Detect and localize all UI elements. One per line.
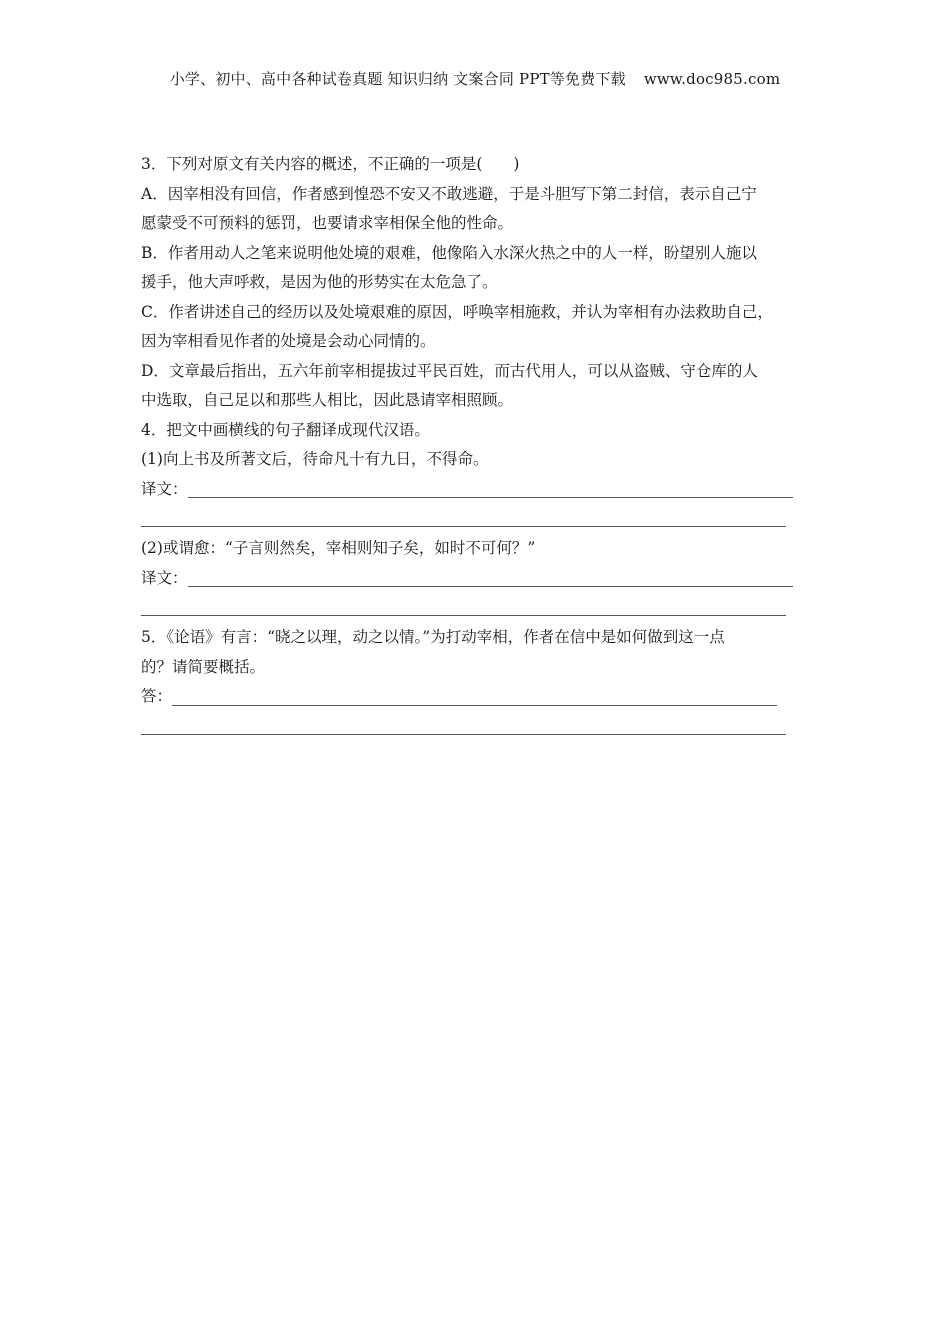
translate-label: 译文： [141,479,188,498]
answer-blank[interactable] [188,568,793,587]
q3-option-a-line1: A．因宰相没有回信，作者感到惶恐不安又不敢逃避，于是斗胆写下第二封信，表示自己宁 [141,184,757,203]
q4-2-answer-line[interactable] [141,564,821,594]
answer-blank[interactable] [141,504,786,527]
q3-option-d-line1: D．文章最后指出，五六年前宰相提拔过平民百姓，而古代用人，可以从盗贼、守仓库的人 [141,361,758,380]
q3-option-b-line2: 援手，他大声呼救，是因为他的形势实在太危急了。 [141,273,498,291]
translate-label: 译文： [141,568,188,587]
answer-blank[interactable] [188,479,793,498]
answer-blank[interactable] [141,712,786,735]
answer-blank[interactable] [141,593,786,616]
q3-option-c-line2: 因为宰相看见作者的处境是会动心同情的。 [141,332,436,350]
header-site: www.doc985.com [643,70,781,88]
q3-option-c-line1: C．作者讲述自己的经历以及处境艰难的原因，呼唤宰相施救，并认为宰相有办法救助自己， [141,302,773,321]
question-content [141,150,821,742]
answer-blank[interactable] [172,687,777,706]
q5-line-1: 5．《论语》有言：“晓之以理，动之以情。”为打动宰相，作者在信中是如何做到这一点 [141,628,725,646]
q4-stem: 4．把文中画横线的句子翻译成现代汉语。 [141,420,430,439]
answer-label: 答： [141,687,173,705]
header-text: 小学、初中、高中各种试卷真题 知识归纳 文案合同 PPT等免费下载 [169,70,626,88]
q3-option-b-line1: B．作者用动人之笔来说明他处境的艰难，他像陷入水深火热之中的人一样，盼望别人施以 [141,243,757,262]
q4-item-1: (1)向上书及所著文后，待命凡十有九日，不得命。 [141,450,489,468]
q4-item-2: (2)或谓愈：“子言则然矣，宰相则知子矣，如时不可何？” [141,539,536,557]
q3-option-d-line2: 中选取，自己足以和那些人相比，因此恳请宰相照顾。 [141,391,514,409]
q3-stem: 3．下列对原文有关内容的概述，不正确的一项是( ) [141,155,520,173]
q3-option-a-line2: 愿蒙受不可预料的惩罚，也要请求宰相保全他的性命。 [141,214,514,232]
q4-1-answer-line[interactable] [141,475,821,505]
q5-answer-line[interactable] [141,682,821,712]
q5-line-2: 的？请简要概括。 [141,657,266,676]
page-header [0,68,950,89]
